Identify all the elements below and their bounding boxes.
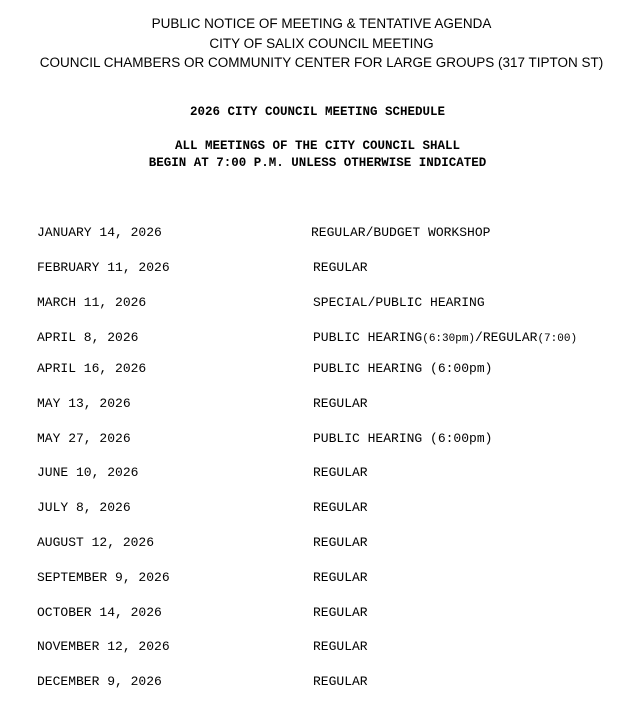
meeting-row (0, 259, 643, 277)
meeting-row (0, 294, 643, 312)
meeting-date: DECEMBER 9, 2026 (37, 674, 162, 689)
meeting-date: AUGUST 12, 2026 (37, 535, 155, 550)
meeting-row (0, 638, 643, 656)
meeting-type: SPECIAL/PUBLIC HEARING (313, 295, 485, 310)
schedule-note-line-2: BEGIN AT 7:00 P.M. UNLESS OTHERWISE INDICATED (148, 156, 487, 170)
meeting-date: JUNE 10, 2026 (37, 465, 139, 480)
meeting-type: REGULAR/BUDGET WORKSHOP (311, 225, 491, 240)
meeting-row (0, 534, 643, 552)
meeting-row (0, 464, 643, 482)
meeting-type: REGULAR (313, 500, 368, 515)
meeting-type: REGULAR (313, 396, 368, 411)
meeting-type: REGULAR (313, 605, 368, 620)
meeting-type-hearing: PUBLIC HEARING (313, 330, 423, 345)
notice-header (0, 14, 643, 73)
meeting-row (0, 395, 643, 413)
meeting-row (0, 329, 643, 347)
meeting-date: NOVEMBER 12, 2026 (37, 639, 170, 654)
schedule-note-line-1: ALL MEETINGS OF THE CITY COUNCIL SHALL (174, 139, 461, 153)
meeting-row (0, 224, 643, 242)
meeting-type: PUBLIC HEARING (6:00pm) (313, 361, 493, 376)
meeting-type: REGULAR (313, 570, 368, 585)
meeting-type: REGULAR (313, 639, 368, 654)
meeting-row (0, 499, 643, 517)
meeting-date: OCTOBER 14, 2026 (37, 605, 162, 620)
schedule-title: 2026 CITY COUNCIL MEETING SCHEDULE (189, 105, 446, 119)
meeting-row (0, 604, 643, 622)
meeting-date: JANUARY 14, 2026 (37, 225, 162, 240)
meeting-location: COUNCIL CHAMBERS OR COMMUNITY CENTER FOR LARGE GROUPS (317 TIPTON ST) (39, 55, 604, 70)
meeting-date: MARCH 11, 2026 (37, 295, 147, 310)
meeting-date: APRIL 16, 2026 (37, 361, 147, 376)
meeting-type (313, 329, 577, 348)
meeting-row (0, 360, 643, 378)
meeting-date: FEBRUARY 11, 2026 (37, 260, 170, 275)
meeting-type-regular: /REGULAR (475, 330, 538, 345)
meeting-date: SEPTEMBER 9, 2026 (37, 570, 170, 585)
meeting-date: MAY 27, 2026 (37, 431, 131, 446)
regular-time: (7:00) (537, 333, 578, 345)
meeting-type: REGULAR (313, 260, 368, 275)
hearing-time: (6:30pm) (422, 333, 476, 345)
meeting-row (0, 430, 643, 448)
meeting-type: REGULAR (313, 535, 368, 550)
meeting-type: REGULAR (313, 674, 368, 689)
notice-title: PUBLIC NOTICE OF MEETING & TENTATIVE AGENDA (151, 16, 492, 31)
meeting-row (0, 569, 643, 587)
meeting-date: JULY 8, 2026 (37, 500, 131, 515)
meeting-name: CITY OF SALIX COUNCIL MEETING (209, 35, 434, 51)
meeting-type: PUBLIC HEARING (6:00pm) (313, 431, 493, 446)
meeting-date: MAY 13, 2026 (37, 396, 131, 411)
meeting-date: APRIL 8, 2026 (37, 330, 139, 345)
schedule-note (0, 138, 635, 172)
meeting-type: REGULAR (313, 465, 368, 480)
meeting-row (0, 673, 643, 691)
